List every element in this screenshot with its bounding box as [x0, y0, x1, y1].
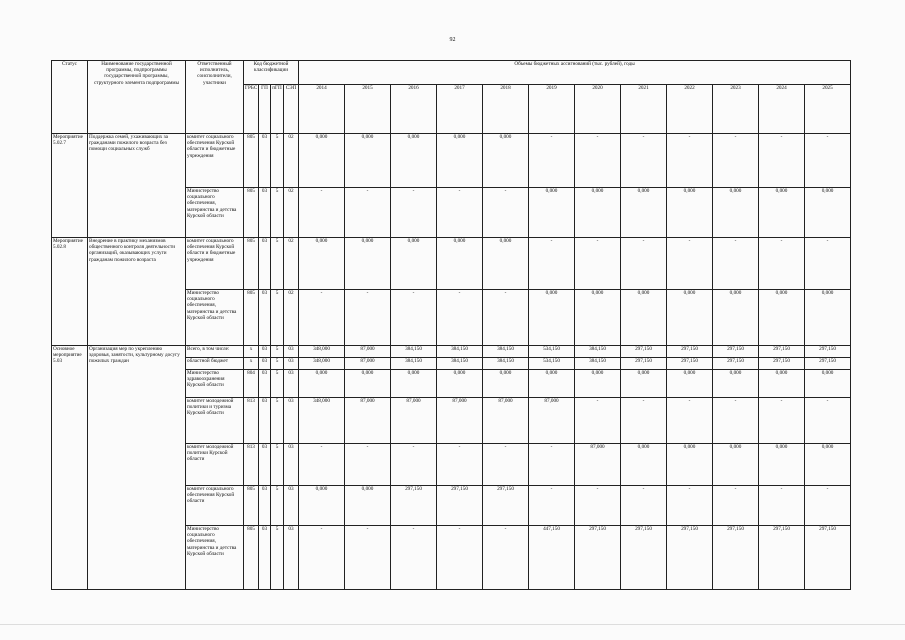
table-row [52, 346, 851, 358]
year-value-cell: 0,000 [759, 188, 805, 238]
budget-code-cell: 02 [284, 134, 299, 188]
status-cell: Мероприятие 5.02.7 [52, 134, 88, 238]
budget-code-cell: 5 [271, 290, 284, 346]
year-value-cell: 0,000 [575, 370, 621, 398]
year-value-cell: - [805, 398, 851, 444]
budget-code-cell: 804 [244, 370, 259, 398]
year-value-cell: 297,150 [759, 526, 805, 590]
budget-code-cell: 03 [259, 526, 271, 590]
year-value-cell: 534,150 [529, 346, 575, 358]
year-value-cell: - [391, 290, 437, 346]
year-value-cell: 297,150 [805, 346, 851, 358]
budget-code-cell: 03 [259, 134, 271, 188]
year-value-cell: 0,000 [713, 444, 759, 486]
year-value-cell: 0,000 [483, 134, 529, 188]
year-value-cell: - [483, 444, 529, 486]
header-year: 2023 [713, 85, 759, 134]
year-value-cell: - [345, 188, 391, 238]
table-body [52, 134, 851, 590]
year-value-cell: - [299, 526, 345, 590]
year-value-cell: 0,000 [529, 188, 575, 238]
year-value-cell: 0,000 [391, 370, 437, 398]
year-value-cell: - [529, 238, 575, 290]
year-value-cell: 384,150 [483, 346, 529, 358]
year-value-cell: - [713, 398, 759, 444]
year-value-cell: 297,150 [621, 358, 667, 370]
budget-code-cell: 03 [259, 398, 271, 444]
year-value-cell: 0,000 [667, 188, 713, 238]
budget-code-cell: x [244, 346, 259, 358]
table-header [52, 61, 851, 134]
year-value-cell: 0,000 [713, 290, 759, 346]
year-value-cell: 297,150 [713, 346, 759, 358]
budget-code-cell: 02 [284, 238, 299, 290]
budget-code-cell: 03 [259, 486, 271, 526]
year-value-cell: 348,000 [299, 358, 345, 370]
executor-cell: комитет социального обеспечения Курской области [186, 486, 244, 526]
year-value-cell: - [529, 134, 575, 188]
year-value-cell: - [667, 398, 713, 444]
year-value-cell: 87,000 [345, 358, 391, 370]
year-value-cell: - [575, 486, 621, 526]
header-budget-volumes: Объемы бюджетных ассигнований (тыс. рублей), годы [299, 61, 851, 85]
header-year: 2016 [391, 85, 437, 134]
year-value-cell: 0,000 [391, 134, 437, 188]
executor-cell: Всего, в том числе: [186, 346, 244, 358]
budget-code-cell: 03 [259, 444, 271, 486]
year-value-cell: 0,000 [621, 290, 667, 346]
year-value-cell: - [621, 486, 667, 526]
executor-cell: комитет социального обеспечения Курской области и бюджетные учреждения [186, 238, 244, 290]
budget-code-cell: 805 [244, 188, 259, 238]
budget-code-cell: 03 [284, 398, 299, 444]
year-value-cell: 0,000 [529, 290, 575, 346]
year-value-cell: - [437, 188, 483, 238]
budget-code-cell: 5 [271, 346, 284, 358]
year-value-cell: - [759, 238, 805, 290]
year-value-cell: - [759, 486, 805, 526]
year-value-cell: 297,150 [621, 346, 667, 358]
budget-code-cell: 02 [284, 188, 299, 238]
year-value-cell: 297,150 [805, 526, 851, 590]
year-value-cell: - [621, 134, 667, 188]
year-value-cell: - [759, 398, 805, 444]
year-value-cell: 0,000 [529, 370, 575, 398]
year-value-cell: 0,000 [621, 444, 667, 486]
header-year: 2024 [759, 85, 805, 134]
year-value-cell: 348,000 [299, 398, 345, 444]
header-code-sep: СЭП [284, 85, 299, 134]
year-value-cell: 384,150 [483, 358, 529, 370]
year-value-cell: 297,150 [621, 526, 667, 590]
year-value-cell: 0,000 [575, 290, 621, 346]
budget-code-cell: 813 [244, 444, 259, 486]
year-value-cell: 0,000 [759, 444, 805, 486]
header-year: 2018 [483, 85, 529, 134]
header-year: 2014 [299, 85, 345, 134]
year-value-cell: - [437, 444, 483, 486]
year-value-cell: - [299, 188, 345, 238]
budget-code-cell: 5 [271, 398, 284, 444]
year-value-cell: - [667, 134, 713, 188]
year-value-cell: 0,000 [667, 444, 713, 486]
year-value-cell: 0,000 [805, 444, 851, 486]
year-value-cell: 297,150 [713, 526, 759, 590]
header-executor: Ответственный исполнитель, соисполнители, участники [186, 61, 244, 134]
year-value-cell: 0,000 [391, 238, 437, 290]
executor-cell: комитет молодежной политики и туризма Курской области [186, 398, 244, 444]
budget-code-cell: 5 [271, 486, 284, 526]
year-value-cell: 0,000 [575, 188, 621, 238]
year-value-cell: 87,000 [437, 398, 483, 444]
year-value-cell: - [391, 526, 437, 590]
year-value-cell: 348,000 [299, 346, 345, 358]
executor-cell: Министерство социального обеспечения, материнства и детства Курской области [186, 290, 244, 346]
program-name-cell: Поддержка семей, ухаживающих за гражданами пожилого возраста без помощи социальных служб [88, 134, 186, 238]
budget-code-cell: 813 [244, 398, 259, 444]
year-value-cell: 0,000 [667, 370, 713, 398]
year-value-cell: 0,000 [483, 370, 529, 398]
header-code-pgp: пГП [271, 85, 284, 134]
year-value-cell: 0,000 [621, 370, 667, 398]
year-value-cell: - [483, 188, 529, 238]
budget-code-cell: 5 [271, 370, 284, 398]
year-value-cell: - [667, 238, 713, 290]
year-value-cell: 0,000 [805, 188, 851, 238]
executor-cell: областной бюджет [186, 358, 244, 370]
executor-cell: Министерство социального обеспечения, материнства и детства Курской области [186, 526, 244, 590]
year-value-cell: - [529, 444, 575, 486]
year-value-cell: 87,000 [575, 444, 621, 486]
budget-code-cell: 03 [284, 444, 299, 486]
year-value-cell: 297,150 [759, 346, 805, 358]
year-value-cell: - [805, 238, 851, 290]
year-value-cell: - [805, 486, 851, 526]
budget-code-cell: 805 [244, 526, 259, 590]
year-value-cell: - [713, 134, 759, 188]
year-value-cell: - [667, 486, 713, 526]
year-value-cell: - [391, 188, 437, 238]
year-value-cell: 0,000 [437, 238, 483, 290]
year-value-cell: - [713, 238, 759, 290]
year-value-cell: - [345, 444, 391, 486]
year-value-cell: 0,000 [713, 370, 759, 398]
year-value-cell: 87,000 [529, 398, 575, 444]
budget-code-cell: 03 [259, 346, 271, 358]
status-cell: Мероприятие 5.02.8 [52, 238, 88, 346]
year-value-cell: - [621, 398, 667, 444]
program-name-cell: Организация мер по укреплению здоровья, занятости, культурному досугу пожилых граждан [88, 346, 186, 590]
year-value-cell: 0,000 [713, 188, 759, 238]
year-value-cell: 0,000 [759, 370, 805, 398]
year-value-cell: - [345, 526, 391, 590]
year-value-cell: 384,150 [437, 346, 483, 358]
budget-table [51, 60, 851, 590]
program-name-cell: Внедрение в практику механизмов общественного контроля деятельности организаций, оказывающих услуги гражданам пожилого возраста [88, 238, 186, 346]
header-code-gp: ГП [259, 85, 271, 134]
year-value-cell: - [391, 444, 437, 486]
header-year: 2025 [805, 85, 851, 134]
year-value-cell: - [713, 486, 759, 526]
budget-code-cell: 5 [271, 188, 284, 238]
year-value-cell: - [345, 290, 391, 346]
header-year: 2015 [345, 85, 391, 134]
budget-code-cell: 5 [271, 444, 284, 486]
status-cell: Основное мероприятие 5.03 [52, 346, 88, 590]
year-value-cell: 0,000 [805, 370, 851, 398]
header-year: 2019 [529, 85, 575, 134]
budget-code-cell: 5 [271, 134, 284, 188]
year-value-cell: - [575, 398, 621, 444]
year-value-cell: 384,150 [391, 358, 437, 370]
year-value-cell: 0,000 [437, 134, 483, 188]
budget-code-cell: x [244, 358, 259, 370]
header-year: 2020 [575, 85, 621, 134]
budget-code-cell: 805 [244, 134, 259, 188]
year-value-cell: 297,150 [713, 358, 759, 370]
year-value-cell: - [621, 238, 667, 290]
year-value-cell: 0,000 [483, 238, 529, 290]
year-value-cell: - [437, 526, 483, 590]
year-value-cell: 0,000 [805, 290, 851, 346]
budget-code-cell: 03 [284, 526, 299, 590]
year-value-cell: 384,150 [437, 358, 483, 370]
year-value-cell: - [805, 134, 851, 188]
year-value-cell: 0,000 [345, 370, 391, 398]
year-value-cell: 87,000 [391, 398, 437, 444]
executor-cell: Министерство здравоохранения Курской области [186, 370, 244, 398]
year-value-cell: 297,150 [575, 526, 621, 590]
header-year: 2021 [621, 85, 667, 134]
header-status: Статус [52, 61, 88, 134]
year-value-cell: 0,000 [437, 370, 483, 398]
year-value-cell: 87,000 [345, 398, 391, 444]
year-value-cell: - [299, 290, 345, 346]
budget-code-cell: 03 [284, 358, 299, 370]
year-value-cell: - [575, 134, 621, 188]
executor-cell: комитет молодежной политики Курской области [186, 444, 244, 486]
year-value-cell: 0,000 [299, 486, 345, 526]
budget-code-cell: 03 [259, 358, 271, 370]
year-value-cell: 87,000 [483, 398, 529, 444]
budget-code-cell: 805 [244, 290, 259, 346]
year-value-cell: - [575, 238, 621, 290]
header-program-name: Наименование государственной программы, подпрограммы государственной программы, структурного элемента подпрограммы [88, 61, 186, 134]
year-value-cell: - [483, 290, 529, 346]
year-value-cell: 297,150 [759, 358, 805, 370]
header-code-grbs: ГРБС [244, 85, 259, 134]
year-value-cell: 297,150 [667, 358, 713, 370]
page-number: 92 [449, 37, 456, 43]
year-value-cell: 0,000 [621, 188, 667, 238]
year-value-cell: 0,000 [345, 238, 391, 290]
scan-edge-line [0, 624, 905, 625]
table-row [52, 134, 851, 188]
year-value-cell: 297,150 [667, 346, 713, 358]
budget-code-cell: 03 [259, 290, 271, 346]
budget-code-cell: 03 [284, 486, 299, 526]
budget-code-cell: 03 [259, 370, 271, 398]
year-value-cell: 384,150 [391, 346, 437, 358]
year-value-cell: 0,000 [667, 290, 713, 346]
year-value-cell: - [759, 134, 805, 188]
year-value-cell: 297,150 [667, 526, 713, 590]
year-value-cell: 0,000 [299, 370, 345, 398]
year-value-cell: 0,000 [759, 290, 805, 346]
header-year: 2017 [437, 85, 483, 134]
table-row [52, 238, 851, 290]
budget-code-cell: 03 [284, 370, 299, 398]
header-year: 2022 [667, 85, 713, 134]
year-value-cell: - [483, 526, 529, 590]
budget-code-cell: 03 [259, 188, 271, 238]
budget-code-cell: 5 [271, 238, 284, 290]
year-value-cell: - [299, 444, 345, 486]
year-value-cell: 87,000 [345, 346, 391, 358]
budget-code-cell: 03 [259, 238, 271, 290]
budget-code-cell: 805 [244, 238, 259, 290]
year-value-cell: 297,150 [437, 486, 483, 526]
executor-cell: комитет социального обеспечения Курской области и бюджетные учреждения [186, 134, 244, 188]
executor-cell: Министерство социального обеспечения, материнства и детства Курской области [186, 188, 244, 238]
budget-code-cell: 5 [271, 526, 284, 590]
year-value-cell: 447,150 [529, 526, 575, 590]
header-budget-code: Код бюджетной классификации [244, 61, 299, 85]
year-value-cell: 0,000 [299, 134, 345, 188]
year-value-cell: 297,150 [391, 486, 437, 526]
year-value-cell: 297,150 [805, 358, 851, 370]
year-value-cell: 534,150 [529, 358, 575, 370]
year-value-cell: 0,000 [299, 238, 345, 290]
year-value-cell: 384,150 [575, 358, 621, 370]
budget-code-cell: 5 [271, 358, 284, 370]
budget-code-cell: 03 [284, 346, 299, 358]
year-value-cell: 0,000 [345, 486, 391, 526]
year-value-cell: - [529, 486, 575, 526]
budget-code-cell: 02 [284, 290, 299, 346]
budget-code-cell: 805 [244, 486, 259, 526]
year-value-cell: 384,150 [575, 346, 621, 358]
year-value-cell: 297,150 [483, 486, 529, 526]
year-value-cell: 0,000 [345, 134, 391, 188]
year-value-cell: - [437, 290, 483, 346]
